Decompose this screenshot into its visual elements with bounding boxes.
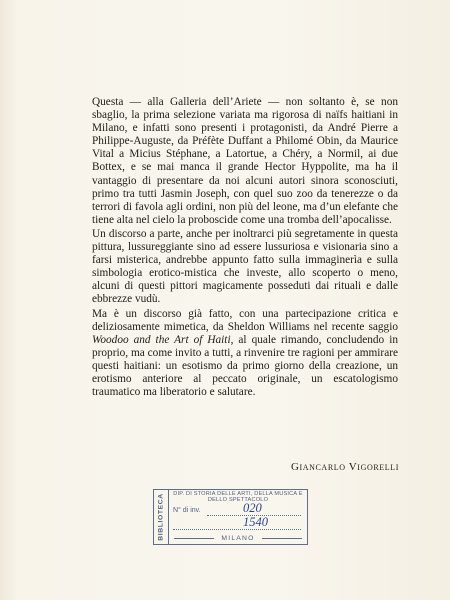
author-signature: Giancarlo Vigorelli	[290, 461, 399, 473]
paragraph-3	[92, 308, 398, 400]
stamp-city-row	[171, 534, 305, 542]
stamp-department: DIP. DI STORIA DELLE ARTI, DELLA MUSICA E DELLO SPETTACOLO	[173, 491, 303, 504]
library-stamp	[153, 489, 308, 545]
paragraph-1: Questa — alla Galleria dell’Ariete — non soltanto è, se non sbaglio, la prima selezione variata ma rigorosa di naïfs haitiani in Milano, e infatti sono presenti i protagonisti, da André Pierre a Philippe-Auguste, da Préfète Duffant a Philomé Obin, da Maurice Vital a Micius Stéphane, a Latortue, a Chéry, a Normil, ai due Bottex, e se mai manca il grande Hector Hyppolite, ma ha il vantaggio di presentare da noi alcuni autori sinora sconosciuti, primo tra tutti Jasmin Joseph, con quel suo zoo da tenerezze o da terrori di favola agli ordini, non più del leone, ma d’un elefante che tiene alta nel cielo la proboscide come una tromba dell’apocalisse.	[92, 96, 398, 226]
rule-right	[262, 538, 302, 539]
stamp-body	[171, 491, 305, 543]
paragraph-3-after: , al quale rimando, concludendo in proprio, ma come invito a tutti, a rinvenire tre ragioni per ammirare questi haitiani: un esotismo da primo giorno della creazione, un erotismo anteriore al peccato originale, un escatologismo traumatico ma liberatorio e salutare.	[92, 333, 398, 399]
stamp-side-label: BIBLIOTECA	[157, 493, 165, 541]
dotted-line	[173, 529, 301, 530]
stamp-city: MILANO	[221, 534, 255, 542]
paragraph-2: Un discorso a parte, anche per inoltrarci più segretamente in questa pittura, lussureggiante sino ad essere lussuriosa e visionaria sino a farsi misterica, andrebbe appunto fatto sulla immaginerìa e sulla simbologia erotico-mistica che investe, allo scoperto o meno, alcuni di questi pittori magicamente posseduti dai rituali e dalle ebbrezze vudù.	[92, 227, 398, 306]
essay-text	[92, 96, 398, 399]
second-number: 1540	[243, 514, 268, 529]
inventory-label: N° di inv.	[173, 506, 201, 514]
stamp-inventory-row	[171, 500, 305, 518]
inventory-number: 020	[243, 500, 262, 515]
paragraph-3-before: Ma è un discorso già fatto, con una partecipazione critica e deliziosamente mimetica, da Sheldon Williams nel recente saggio	[92, 307, 398, 333]
rule-left	[174, 538, 214, 539]
book-title: Woodoo and the Art of Haiti	[92, 333, 231, 346]
stamp-side-panel	[154, 490, 169, 544]
stamp-second-row	[171, 514, 305, 532]
